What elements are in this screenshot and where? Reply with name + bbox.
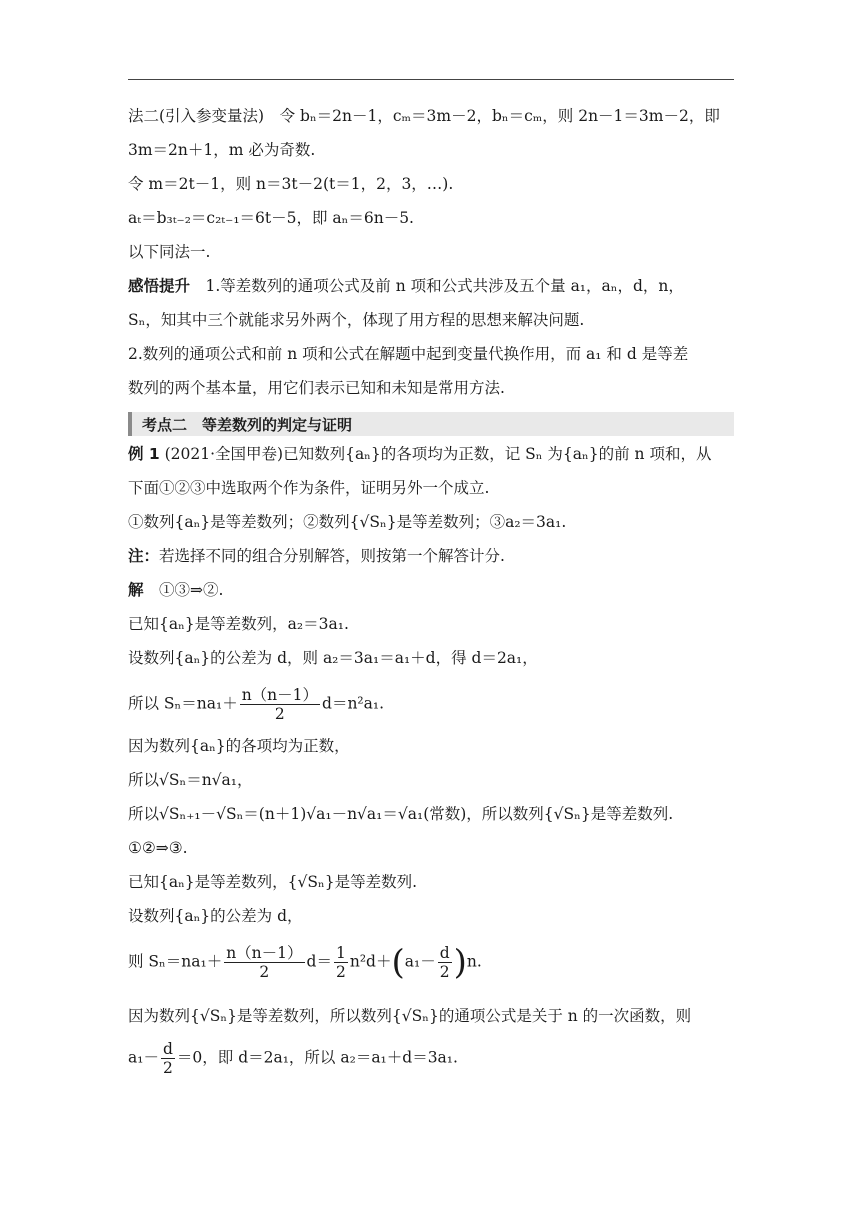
text-line: 3m＝2n＋1，m 必为奇数.	[128, 141, 316, 159]
denominator: 2	[335, 963, 346, 981]
numerator: n（n－1）	[226, 944, 303, 962]
note-label: 注：	[128, 547, 160, 565]
text-line: 数列的两个基本量，用它们表示已知和未知是常用方法.	[128, 379, 505, 397]
section-heading	[128, 412, 734, 436]
text-line: 令 m＝2t－1，则 n＝3t－2(t＝1，2，3，…).	[128, 175, 454, 193]
text-line: 下面①②③中选取两个作为条件，证明另外一个成立.	[128, 479, 490, 497]
header-rule	[128, 79, 734, 80]
text-span: ＝0，即 d＝2a₁，所以 a₂＝a₁＋d＝3a₁.	[176, 1048, 458, 1067]
numerator: d	[439, 944, 450, 962]
section-title: 考点二 等差数列的判定与证明	[142, 416, 353, 434]
fraction	[438, 944, 452, 981]
text-span: 则 Sₙ＝na₁＋	[128, 952, 223, 971]
numerator: n（n－1）	[241, 686, 319, 704]
text-line: 2.数列的通项公式和前 n 项和公式在解题中起到变量代换作用，而 a₁ 和 d 是等差	[128, 345, 689, 363]
left-paren: (	[391, 942, 405, 983]
fraction	[161, 1040, 175, 1077]
text-span: a₁－	[404, 952, 436, 971]
text-line: aₜ＝b₃ₜ₋₂＝c₂ₜ₋₁＝6t－5，即 aₙ＝6n－5.	[128, 209, 414, 227]
solution-line	[128, 580, 223, 602]
numerator: d	[162, 1040, 173, 1058]
text-span: d＝	[306, 952, 332, 971]
text-line: 法二(引入参变量法) 令 bₙ＝2n－1，cₘ＝3m－2，bₙ＝cₘ，则 2n－1＝3m－2，即	[128, 107, 720, 125]
fraction	[224, 944, 304, 981]
insight-line	[128, 276, 684, 298]
formula-line	[128, 944, 482, 984]
text-span: n²d＋	[349, 952, 392, 971]
text-span: 1.等差数列的通项公式及前 n 项和公式共涉及五个量 a₁，aₙ，d，n，	[190, 277, 684, 295]
text-span: a₁－	[128, 1048, 159, 1067]
right-paren: )	[453, 942, 467, 983]
text-span: n.	[466, 952, 482, 971]
formula-line	[128, 1040, 458, 1080]
text-line: Sₙ，知其中三个就能求另外两个，体现了用方程的思想来解决问题.	[128, 311, 585, 329]
formula-line	[128, 686, 384, 726]
denominator: 2	[439, 963, 450, 981]
note-line	[128, 546, 505, 568]
example-line	[128, 444, 711, 466]
denominator: 2	[274, 705, 285, 723]
text-line: 以下同法一.	[128, 243, 211, 261]
text-line: 所以√Sₙ＝n√a₁，	[128, 771, 253, 789]
text-line: 已知{aₙ}是等差数列，{√Sₙ}是等差数列.	[128, 873, 418, 891]
solution-label: 解	[128, 581, 144, 599]
text-line: 所以√Sₙ₊₁－√Sₙ＝(n＋1)√a₁－n√a₁＝√a₁(常数)，所以数列{√Sₙ}是等差数列.	[128, 805, 674, 823]
text-line: 设数列{aₙ}的公差为 d，则 a₂＝3a₁＝a₁＋d，得 d＝2a₁，	[128, 649, 538, 667]
text-span: 若选择不同的组合分别解答，则按第一个解答计分.	[159, 547, 505, 565]
text-line: 因为数列{aₙ}的各项均为正数，	[128, 737, 350, 755]
text-span: d＝n²a₁.	[322, 694, 385, 713]
text-span: ①③⇒②.	[143, 581, 224, 599]
denominator: 2	[259, 963, 270, 981]
fraction	[334, 944, 348, 981]
text-line: ①②⇒③.	[128, 839, 188, 857]
text-span: 所以 Sₙ＝na₁＋	[128, 694, 238, 713]
example-label: 例 1	[128, 445, 160, 463]
fraction	[240, 686, 320, 723]
numerator: 1	[335, 944, 346, 962]
text-line: 因为数列{√Sₙ}是等差数列，所以数列{√Sₙ}的通项公式是关于 n 的一次函数，则	[128, 1007, 692, 1025]
text-line: 设数列{aₙ}的公差为 d，	[128, 907, 303, 925]
text-line: 已知{aₙ}是等差数列，a₂＝3a₁.	[128, 615, 349, 633]
text-span: (2021·全国甲卷)已知数列{aₙ}的各项均为正数，记 Sₙ 为{aₙ}的前 n 项和，从	[159, 445, 712, 463]
denominator: 2	[163, 1059, 173, 1077]
text-line: ①数列{aₙ}是等差数列；②数列{√Sₙ}是等差数列；③a₂＝3a₁.	[128, 513, 567, 531]
insight-label: 感悟提升	[128, 277, 191, 295]
